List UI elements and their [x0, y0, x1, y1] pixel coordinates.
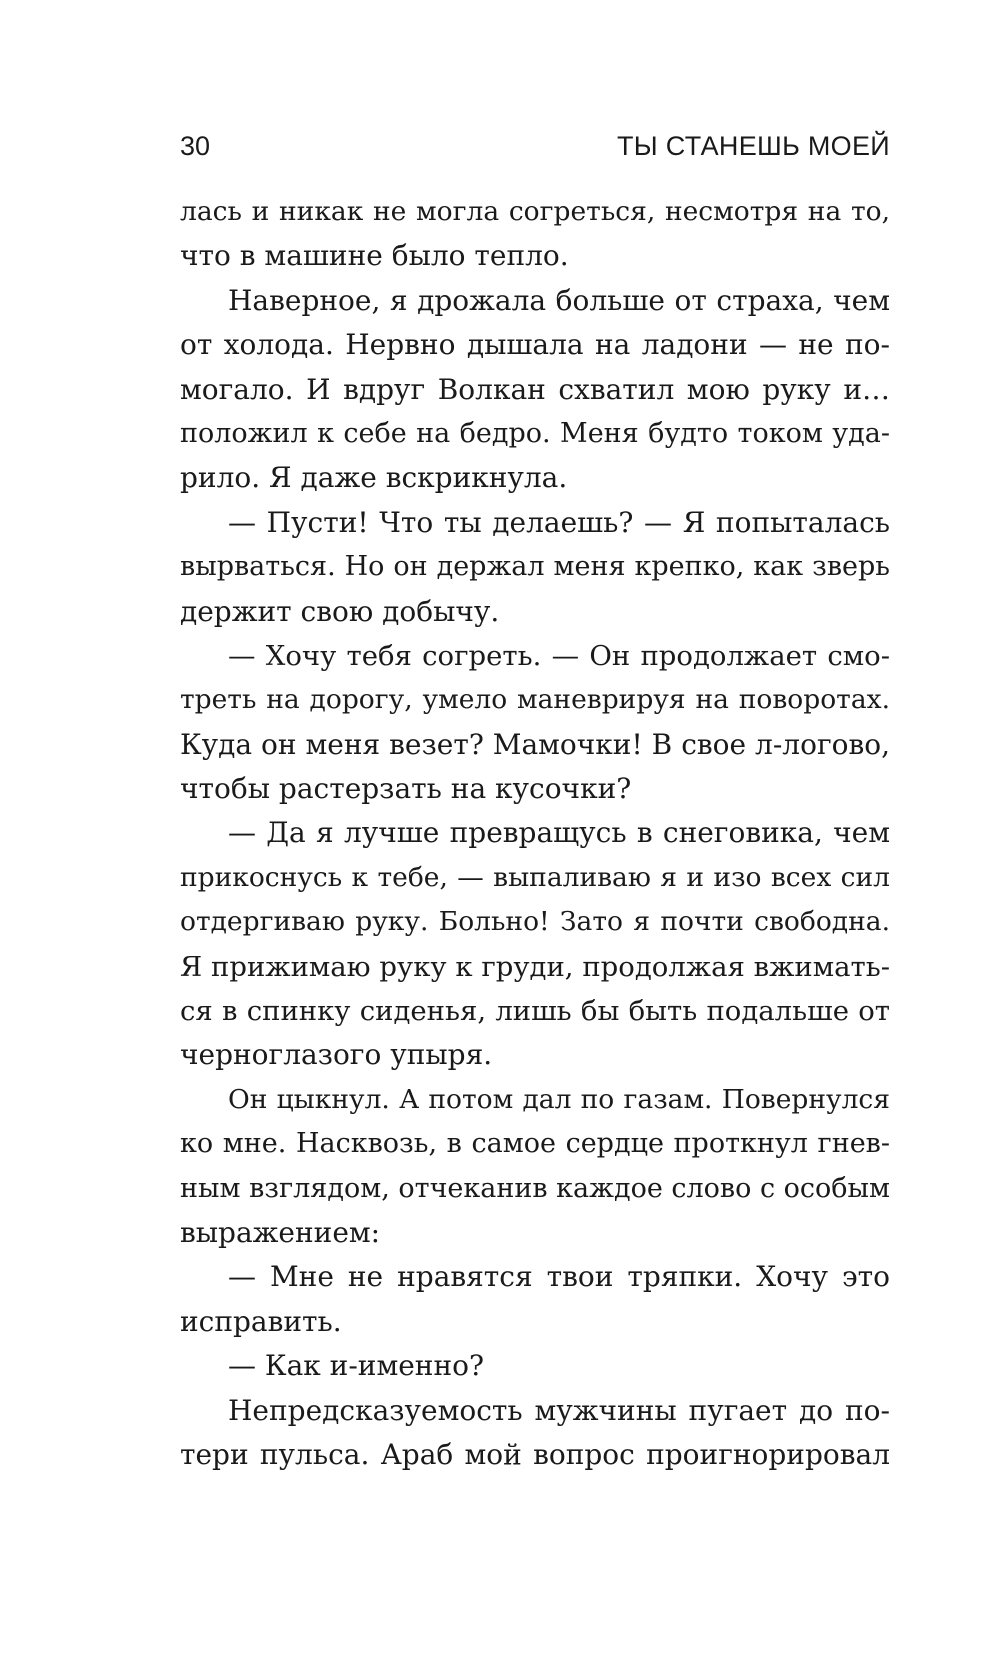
- book-title: ТЫ СТАНЕШЬ МОЕЙ: [617, 131, 890, 161]
- text-line: Непредсказуемость мужчины пугает до по-: [228, 1393, 890, 1427]
- text-line: прикоснусь к тебе, — выпаливаю я и изо всех сил: [180, 861, 890, 893]
- text-line: — Да я лучше превращусь в снеговика, чем: [228, 816, 890, 850]
- text-line: что в машине было тепло.: [180, 239, 569, 273]
- text-line: — Как и-именно?: [228, 1349, 484, 1383]
- text-line: треть на дорогу, умело маневрируя на поворотах.: [180, 684, 890, 716]
- text-line: положил к себе на бедро. Меня будто током уда-: [180, 417, 890, 449]
- text-line: тери пульса. Араб мой вопрос проигнорировал: [180, 1437, 890, 1471]
- running-head: [180, 126, 890, 166]
- text-line: черноглазого упыря.: [180, 1038, 493, 1072]
- text-line: исправить.: [180, 1304, 342, 1338]
- text-line: ным взглядом, отчеканив каждое слово с особым: [180, 1172, 891, 1204]
- text-line: выражением:: [180, 1215, 381, 1249]
- text-line: — Хочу тебя согреть. — Он продолжает смо-: [228, 639, 890, 672]
- text-line: ся в спинку сиденья, лишь бы быть подальше от: [180, 995, 890, 1028]
- text-line: лась и никак не могла согреться, несмотря на то,: [180, 196, 890, 227]
- text-line: ко мне. Насквозь, в самое сердце проткнул гнев-: [180, 1128, 890, 1160]
- text-line: вырваться. Но он держал меня крепко, как зверь: [180, 551, 890, 583]
- text-line: держит свою добычу.: [180, 594, 500, 628]
- page-number: 30: [180, 131, 211, 161]
- text-line: Куда он меня везет? Мамочки! В свое л-логово,: [180, 727, 890, 761]
- text-line: могало. И вдруг Волкан схватил мою руку и…: [180, 372, 890, 406]
- text-line: рило. Я даже вскрикнула.: [180, 461, 568, 495]
- text-line: — Пусти! Что ты делаешь? — Я попыталась: [228, 505, 890, 539]
- text-line: — Мне не нравятся твои тряпки. Хочу это: [228, 1260, 890, 1294]
- text-line: отдергиваю руку. Больно! Зато я почти свободна.: [180, 906, 890, 938]
- text-line: от холода. Нервно дышала на ладони — не по-: [180, 328, 890, 362]
- text-line: чтобы растерзать на кусочки?: [180, 772, 632, 806]
- text-line: Я прижимаю руку к груди, продолжая вжимать-: [180, 950, 890, 983]
- body-text: [180, 190, 890, 1477]
- text-line: Он цыкнул. А потом дал по газам. Повернулся: [228, 1083, 890, 1115]
- text-line: Наверное, я дрожала больше от страха, чем: [228, 283, 890, 317]
